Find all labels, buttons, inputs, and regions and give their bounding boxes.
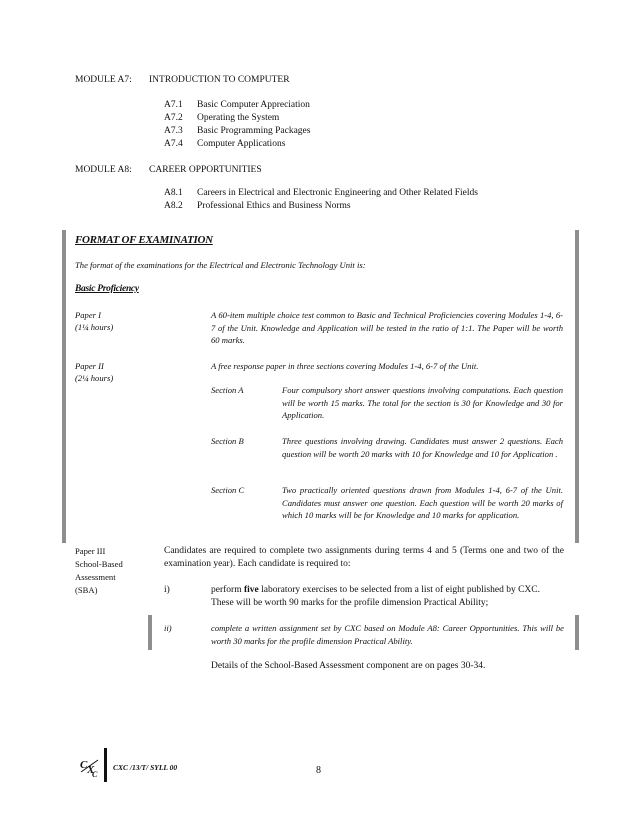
module-item-number: A7.1 (164, 100, 183, 110)
sba-details: Details of the School-Based Assessment component are on pages 30-34. (211, 661, 486, 671)
module-item-number: A7.4 (164, 139, 183, 149)
sba-item-text: complete a written assignment set by CXC based on Module A8: Career Opportunities. This will be worth 30 marks for the profile dimension Practical Ability. (211, 623, 564, 646)
format-heading: FORMAT OF EXAMINATION (75, 234, 213, 246)
module-a8-title: CAREER OPPORTUNITIES (149, 165, 262, 175)
section-b-label: Section B (211, 436, 244, 446)
module-item-text: Careers in Electrical and Electronic Engineering and Other Related Fields (197, 188, 478, 198)
module-item-number: A8.1 (164, 188, 183, 198)
paper3-name-line: (SBA) (75, 585, 98, 595)
basic-proficiency-heading: Basic Proficiency (75, 284, 139, 294)
cxc-logo (78, 754, 102, 783)
module-a7-code: MODULE A7: (75, 75, 132, 85)
paper1-name: Paper I (75, 310, 102, 320)
cxc-logo-icon (78, 754, 102, 778)
module-a7-title: INTRODUCTION TO COMPUTER (149, 75, 290, 85)
paper2-name: Paper II (75, 361, 104, 371)
section-c-label: Section C (211, 485, 245, 495)
sba-item-number: i) (164, 585, 170, 595)
module-item-text: Basic Computer Appreciation (197, 100, 310, 110)
module-item-text: Basic Programming Packages (197, 126, 311, 136)
paper3-name-line: Assessment (75, 572, 116, 582)
paper3-name-line: Paper III (75, 546, 106, 556)
page-number: 8 (316, 765, 321, 776)
footer-divider (104, 748, 107, 782)
syllabus-code: CXC /13/T/ SYLL 00 (113, 763, 178, 772)
module-item-text: Operating the System (197, 113, 280, 123)
paper1-duration: (1¼ hours) (75, 322, 114, 332)
section-c-text: Two practically oriented questions drawn from Modules 1-4, 6-7 of the Unit. Candidates must answer one question. Each question will be worth 20 marks of which 10 marks will be for Knowledge and 10 marks for application. (282, 485, 563, 520)
svg-text:X: X (87, 764, 95, 776)
paper3-name-line: School-Based (75, 559, 123, 569)
left-change-bar (62, 230, 66, 543)
section-b-text: Three questions involving drawing. Candidates must answer 2 questions. Each question will be worth 20 marks with 10 for Knowledge and 10 for Application . (282, 436, 563, 459)
section-a-text: Four compulsory short answer questions involving computations. Each question will be worth 15 marks. The total for the section is 30 for Knowledge and 30 for Application. (282, 385, 563, 420)
sba-item-number: ii) (164, 623, 172, 633)
paper3-intro: Candidates are required to complete two assignments during terms 4 and 5 (Terms one and two of the examination year). Each candidate is required to: (164, 546, 564, 569)
left-change-bar-small (148, 615, 152, 650)
module-item-number: A8.2 (164, 201, 183, 211)
svg-text:C: C (80, 759, 88, 771)
sba-item-text: perform five laboratory exercises to be selected from a list of eight published by CXC. These will be worth 90 marks for the profile dimension Practical Ability; (211, 585, 540, 608)
svg-text:C: C (92, 770, 98, 778)
module-item-number: A7.3 (164, 126, 183, 136)
right-change-bar (575, 230, 579, 543)
module-a8-code: MODULE A8: (75, 165, 132, 175)
section-a-label: Section A (211, 385, 244, 395)
right-change-bar-small (575, 615, 579, 650)
paper2-description: A free response paper in three sections covering Modules 1-4, 6-7 of the Unit. (211, 361, 479, 371)
module-item-text: Computer Applications (197, 139, 286, 149)
paper2-duration: (2¼ hours) (75, 373, 114, 383)
paper1-description: A 60-item multiple choice test common to Basic and Technical Proficiencies covering Modules 1-4, 6-7 of the Unit. Knowledge and Application will be tested in the ratio of 1:1. The Paper will be worth 60 marks. (211, 310, 563, 345)
sba-item-emphasis: five (243, 585, 259, 595)
format-intro: The format of the examinations for the Electrical and Electronic Technology Unit is: (75, 260, 366, 270)
module-item-number: A7.2 (164, 113, 183, 123)
module-item-text: Professional Ethics and Business Norms (197, 201, 351, 211)
